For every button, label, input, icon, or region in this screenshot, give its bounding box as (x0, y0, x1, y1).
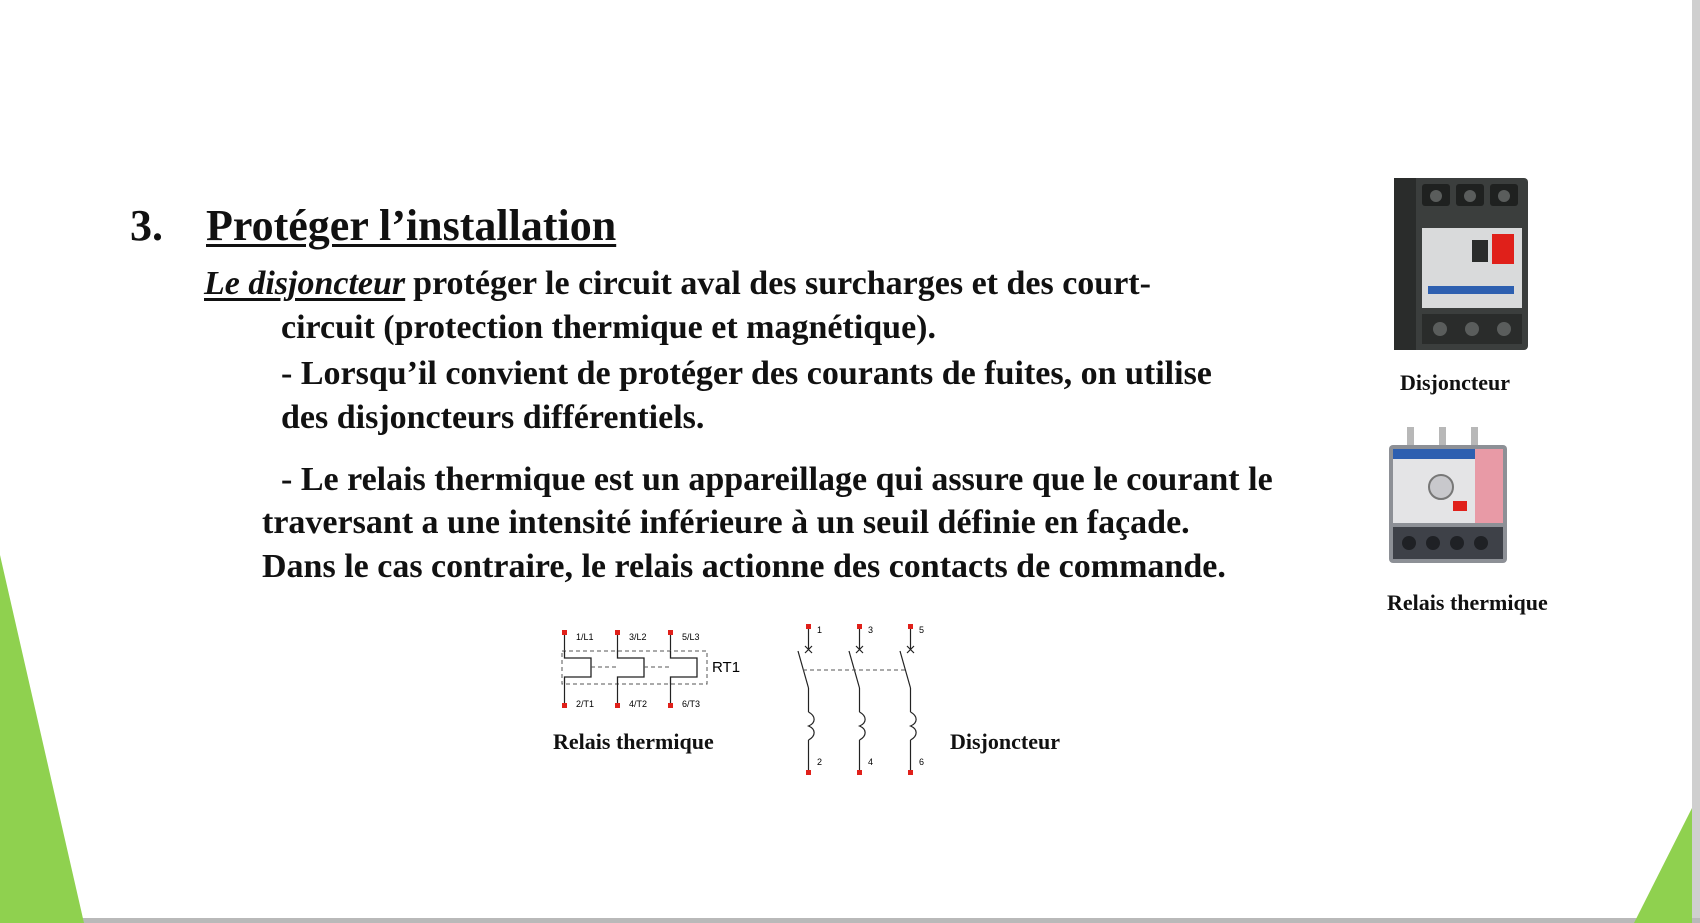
dj-top-label-3: 5 (919, 625, 925, 635)
paragraph-line-5: - Le relais thermique est un appareillage qui assure que le courant le (281, 461, 1273, 498)
dj-top-label-2: 3 (868, 625, 874, 635)
disjoncteur-photo (1388, 168, 1533, 353)
paragraph-line-6: traversant a une intensité inférieure à un seuil définie en façade. (262, 504, 1190, 541)
rt-bottom-label-1: 2/T1 (576, 699, 595, 709)
relais-thermique-photo (1383, 427, 1513, 567)
paragraph-line-7: Dans le cas contraire, le relais actionne des contacts de commande. (262, 548, 1226, 585)
rt-reference-label: RT1 (712, 659, 741, 676)
rt-top-label-3: 5/L3 (682, 632, 700, 642)
term-disjoncteur: Le disjoncteur (204, 265, 406, 302)
section-heading (130, 200, 616, 251)
dj-bottom-label-2: 4 (868, 757, 874, 767)
disjoncteur-photo-caption: Disjoncteur (1400, 370, 1510, 395)
disjoncteur-symbol (795, 622, 935, 777)
rt-top-label-2: 3/L2 (629, 632, 647, 642)
paragraph-line-1 (204, 262, 1151, 306)
dj-top-label-1: 1 (817, 625, 823, 635)
relais-thermique-symbol (560, 630, 750, 715)
paragraph-line-3: - Lorsqu’il convient de protéger des courants de fuites, on utilise (281, 355, 1212, 392)
relais-thermique-symbol-caption: Relais thermique (553, 729, 714, 754)
rt-bottom-label-3: 6/T3 (682, 699, 701, 709)
rt-top-label-1: 1/L1 (576, 632, 594, 642)
right-green-triangle (1634, 808, 1692, 923)
dj-bottom-label-3: 6 (919, 757, 925, 767)
paragraph-line-2: circuit (protection thermique et magnétique). (281, 309, 936, 346)
left-green-triangle (0, 555, 84, 923)
section-number: 3. (130, 201, 163, 250)
rt-bottom-label-2: 4/T2 (629, 699, 648, 709)
relais-thermique-photo-caption: Relais thermique (1387, 590, 1548, 615)
dj-bottom-label-1: 2 (817, 757, 823, 767)
line-1-text: protéger le circuit aval des surcharges et des court- (413, 265, 1151, 302)
disjoncteur-symbol-caption: Disjoncteur (950, 729, 1060, 754)
paragraph-line-4: des disjoncteurs différentiels. (281, 399, 705, 436)
section-title: Protéger l’installation (206, 201, 617, 250)
